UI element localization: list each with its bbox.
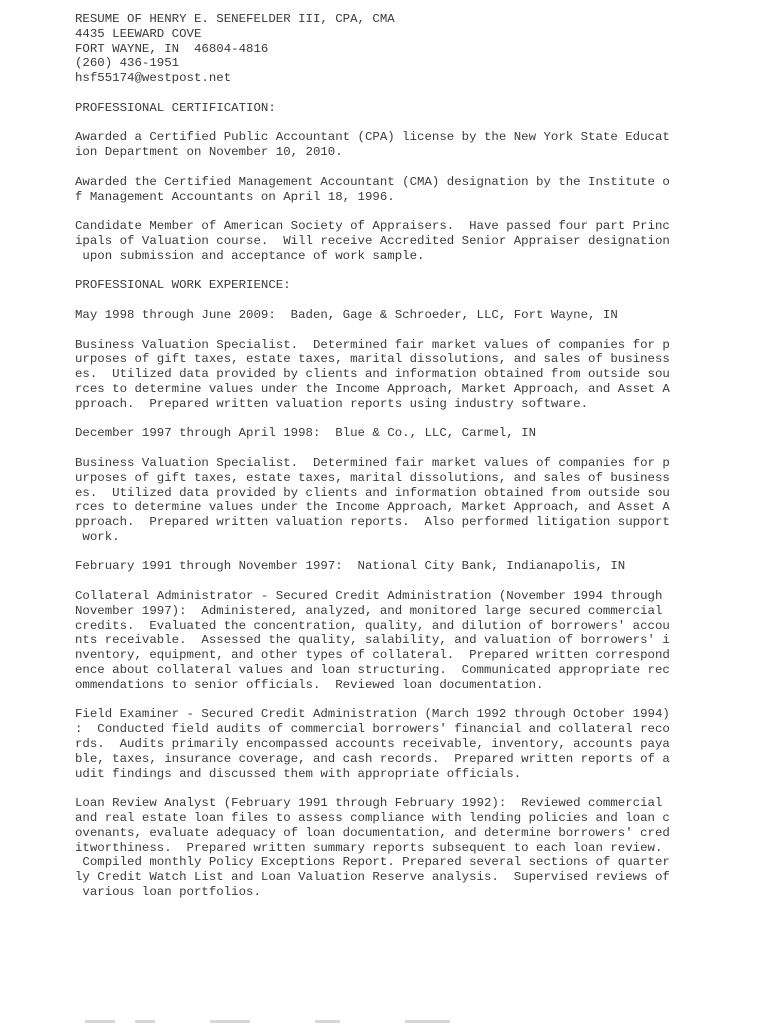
text-line: ion Department on November 10, 2010. [75, 145, 343, 160]
text-line: f Management Accountants on April 18, 1996. [75, 189, 395, 204]
text-line: credits. Evaluated the concentration, quality, and dilution of borrowers' accou [75, 618, 670, 633]
text-line: pproach. Prepared written valuation reports using industry software. [75, 396, 589, 411]
text-fragment [85, 1020, 115, 1023]
text-line: ble, taxes, insurance coverage, and cash records. Prepared written reports of a [75, 751, 670, 766]
experience-heading: PROFESSIONAL WORK EXPERIENCE: [75, 278, 291, 293]
text-line: nventory, equipment, and other types of collateral. Prepared written correspond [75, 648, 670, 663]
certification-heading: PROFESSIONAL CERTIFICATION: [75, 100, 276, 115]
text-line: urposes of gift taxes, estate taxes, marital dissolutions, and sales of business [75, 470, 670, 485]
address-line-1: 4435 LEEWARD COVE [75, 26, 202, 41]
text-line: Candidate Member of American Society of Appraisers. Have passed four part Princ [75, 219, 670, 234]
text-line: : Conducted field audits of commercial borrowers' financial and collateral reco [75, 722, 670, 737]
text-line: rces to determine values under the Income Approach, Market Approach, and Asset A [75, 381, 670, 396]
text-line: rds. Audits primarily encompassed accounts receivable, inventory, accounts paya [75, 737, 670, 752]
text-line: Compiled monthly Policy Exceptions Report. Prepared several sections of quarter [75, 855, 670, 870]
text-line: pproach. Prepared written valuation reports. Also performed litigation support [75, 515, 670, 530]
job-1-title: May 1998 through June 2009: Baden, Gage & Schroeder, LLC, Fort Wayne, IN [75, 307, 618, 322]
text-line: Business Valuation Specialist. Determined fair market values of companies for p [75, 455, 670, 470]
text-line: udit findings and discussed them with appropriate officials. [75, 766, 522, 781]
text-line: and real estate loan files to assess compliance with lending policies and loan c [75, 811, 670, 826]
resume-title: RESUME OF HENRY E. SENEFELDER III, CPA, CMA [75, 12, 395, 26]
resume-document [75, 12, 755, 900]
cpa-paragraph [75, 130, 755, 160]
text-line: nts receivable. Assessed the quality, salability, and valuation of borrowers' i [75, 633, 670, 648]
text-line: ly Credit Watch List and Loan Valuation Reserve analysis. Supervised reviews of [75, 870, 670, 885]
address-line-2: FORT WAYNE, IN 46804-4816 [75, 41, 269, 56]
text-line: Awarded a Certified Public Accountant (CPA) license by the New York State Educat [75, 130, 670, 145]
text-fragment [135, 1020, 155, 1023]
appraisers-paragraph [75, 219, 755, 263]
text-line: ovenants, evaluate adequacy of loan documentation, and determine borrowers' cred [75, 825, 670, 840]
text-line: various loan portfolios. [75, 885, 261, 900]
text-line: November 1997): Administered, analyzed, and monitored large secured commercial [75, 603, 663, 618]
text-line: es. Utilized data provided by clients and information obtained from outside sou [75, 367, 670, 382]
job-3-title: February 1991 through November 1997: National City Bank, Indianapolis, IN [75, 559, 626, 574]
job-2-title: December 1997 through April 1998: Blue & Co., LLC, Carmel, IN [75, 426, 537, 441]
text-line: Field Examiner - Secured Credit Administration (March 1992 through October 1994) [75, 707, 670, 722]
next-page-text-edge [75, 1016, 755, 1024]
phone-number: (260) 436-1951 [75, 56, 180, 71]
text-line: ipals of Valuation course. Will receive Accredited Senior Appraiser designation [75, 233, 670, 248]
text-line: urposes of gift taxes, estate taxes, marital dissolutions, and sales of business [75, 352, 670, 367]
text-line: Awarded the Certified Management Accountant (CMA) designation by the Institute o [75, 174, 670, 189]
field-examiner-role [75, 707, 755, 781]
text-line: work. [75, 529, 120, 544]
job-1-description [75, 338, 755, 412]
text-line: Collateral Administrator - Secured Credit Administration (November 1994 through [75, 589, 663, 604]
text-line: rces to determine values under the Income Approach, Market Approach, and Asset A [75, 500, 670, 515]
email-address: hsf55174@westpost.net [75, 71, 232, 86]
text-line: Business Valuation Specialist. Determined fair market values of companies for p [75, 337, 670, 352]
text-line: es. Utilized data provided by clients and information obtained from outside sou [75, 485, 670, 500]
text-line: ommendations to senior officials. Reviewed loan documentation. [75, 677, 544, 692]
job-2-description [75, 456, 755, 545]
text-line: ence about collateral values and loan structuring. Communicated appropriate rec [75, 663, 670, 678]
collateral-administrator-role [75, 589, 755, 693]
text-line: upon submission and acceptance of work sample. [75, 248, 425, 263]
text-fragment [405, 1020, 450, 1023]
text-fragment [210, 1020, 250, 1023]
cma-paragraph [75, 175, 755, 205]
text-line: Loan Review Analyst (February 1991 through February 1992): Reviewed commercial [75, 796, 663, 811]
text-fragment [315, 1020, 340, 1023]
loan-review-analyst-role [75, 796, 755, 900]
text-line: itworthiness. Prepared written summary reports subsequent to each loan review. [75, 840, 663, 855]
